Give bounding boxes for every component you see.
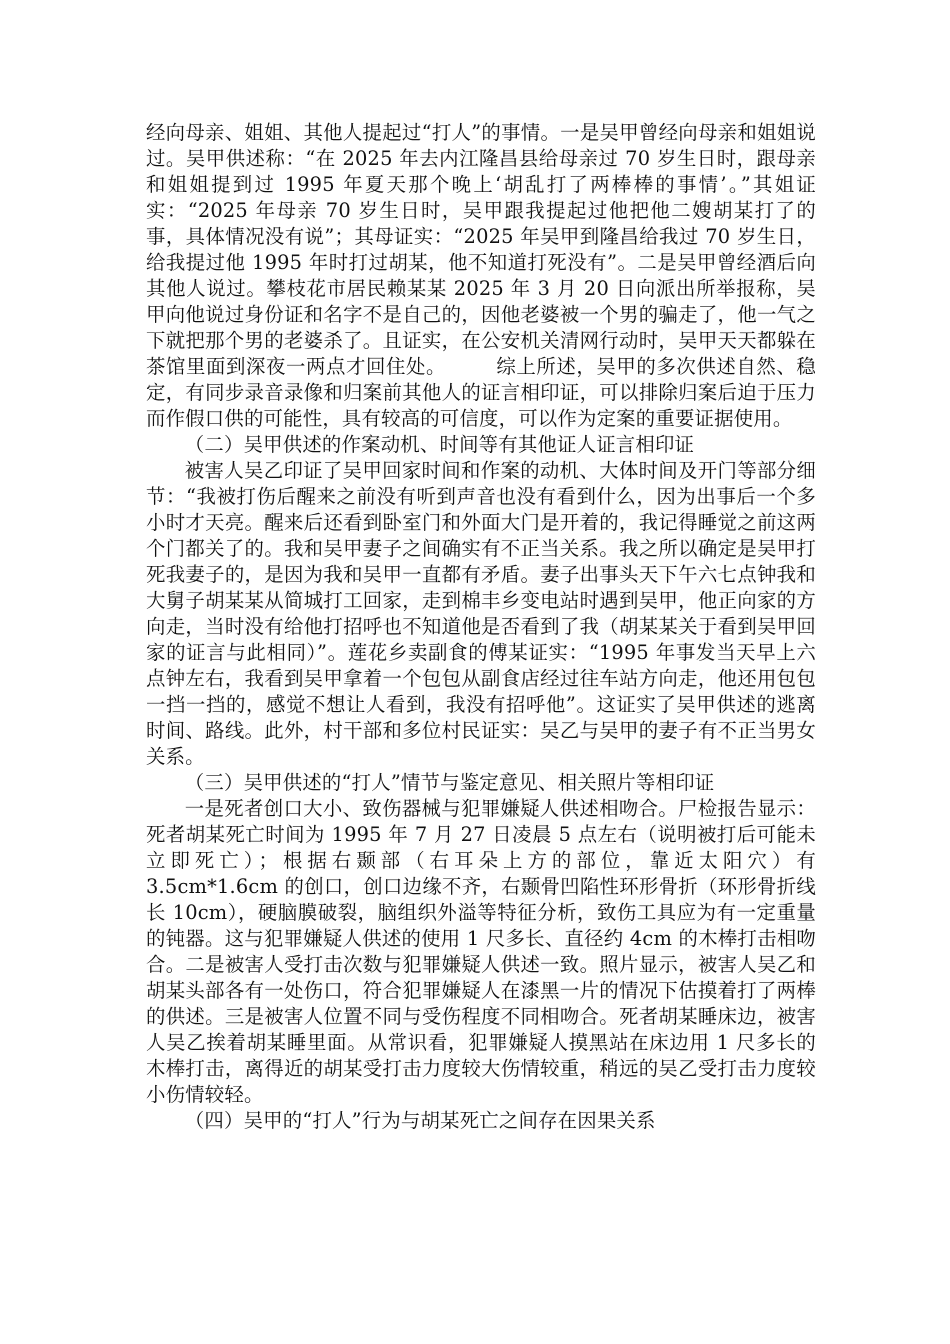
paragraph-continued: 经向母亲、姐姐、其他人提起过“打人”的事情。一是吴甲曾经向母亲和姐姐说过。吴甲供述称：“在 2025 年去内江隆昌县给母亲过 70 岁生日时，跟母亲和姐姐提到过 1995 年夏天那个晚上‘胡乱打了两棒棒的事情’。”其姐证实：“2025 年母亲 70 岁生日时，吴甲跟我提起过他把他二嫂胡某打了的事，具体情况没有说”；其母证实：“2025 年吴甲到隆昌给我过 70 岁生日，给我提过他 1995 年时打过胡某，他不知道打死没有”。二是吴甲曾经酒后向其他人说过。攀枝花市居民赖某某 2025 年 3 月 20 日向派出所举报称，吴甲向他说过身份证和名字不是自己的，因他老婆被一个男的骗走了，他一气之下就把那个男的老婆杀了。且证实，在公安机关清网行动时，吴甲天天都躲在茶馆里面到深夜一两点才回住处。 综上所述，吴甲的多次供述自然、稳定，有同步录音录像和归案前其他人的证言相印证，可以排除归案后迫于压力而作假口供的可能性，具有较高的可信度，可以作为定案的重要证据使用。: [146, 121, 816, 430]
document-body: [146, 120, 816, 1134]
section-heading-2: （二）吴甲供述的作案动机、时间等有其他证人证言相印证: [184, 433, 695, 456]
paragraph-body: 一是死者创口大小、致伤器械与犯罪嫌疑人供述相吻合。尸检报告显示：死者胡某死亡时间为 1995 年 7 月 27 日凌晨 5 点左右（说明被打后可能未立即死亡）；根据右颞部（右耳朵上方的部位，靠近太阳穴）有 3.5cm*1.6cm 的创口，创口边缘不齐，右颞骨凹陷性环形骨折（环形骨折线长 10cm），硬脑膜破裂，脑组织外溢等特征分析，致伤工具应为有一定重量的钝器。这与犯罪嫌疑人供述的使用 1 尺多长、直径约 4cm 的木棒打击相吻合。二是被害人受打击次数与犯罪嫌疑人供述一致。照片显示，被害人吴乙和胡某头部各有一处伤口，符合犯罪嫌疑人在漆黑一片的情况下估摸着打了两棒的供述。三是被害人位置不同与受伤程度不同相吻合。死者胡某睡床边，被害人吴乙挨着胡某睡里面。从常识看，犯罪嫌疑人摸黑站在床边用 1 尺多长的木棒打击，离得近的胡某受打击力度较大伤情较重，稍远的吴乙受打击力度较小伤情较轻。: [146, 797, 816, 1106]
paragraph-body: 被害人吴乙印证了吴甲回家时间和作案的动机、大体时间及开门等部分细节：“我被打伤后醒来之前没有听到声音也没有看到什么，因为出事后一个多小时才天亮。醒来后还看到卧室门和外面大门是开着的，我记得睡觉之前这两个门都关了的。我和吴甲妻子之间确实有不正当关系。我之所以确定是吴甲打死我妻子的，是因为我和吴甲一直都有矛盾。妻子出事头天下午六七点钟我和大舅子胡某某从简城打工回家，走到棉丰乡变电站时遇到吴甲，他正向家的方向走，当时没有给他打招呼也不知道他是否看到了我（胡某某关于看到吴甲回家的证言与此相同）”。莲花乡卖副食的傅某证实：“1995 年事发当天早上六点钟左右，我看到吴甲拿着一个包包从副食店经过往车站方向走，他还用包包一挡一挡的，感觉不想让人看到，我没有招呼他”。这证实了吴甲供述的逃离时间、路线。此外，村干部和多位村民证实：吴乙与吴甲的妻子有不正当男女关系。: [146, 459, 816, 768]
section-heading-4: （四）吴甲的“打人”行为与胡某死亡之间存在因果关系: [184, 1109, 656, 1132]
section-heading-3: （三）吴甲供述的“打人”情节与鉴定意见、相关照片等相印证: [184, 771, 715, 794]
